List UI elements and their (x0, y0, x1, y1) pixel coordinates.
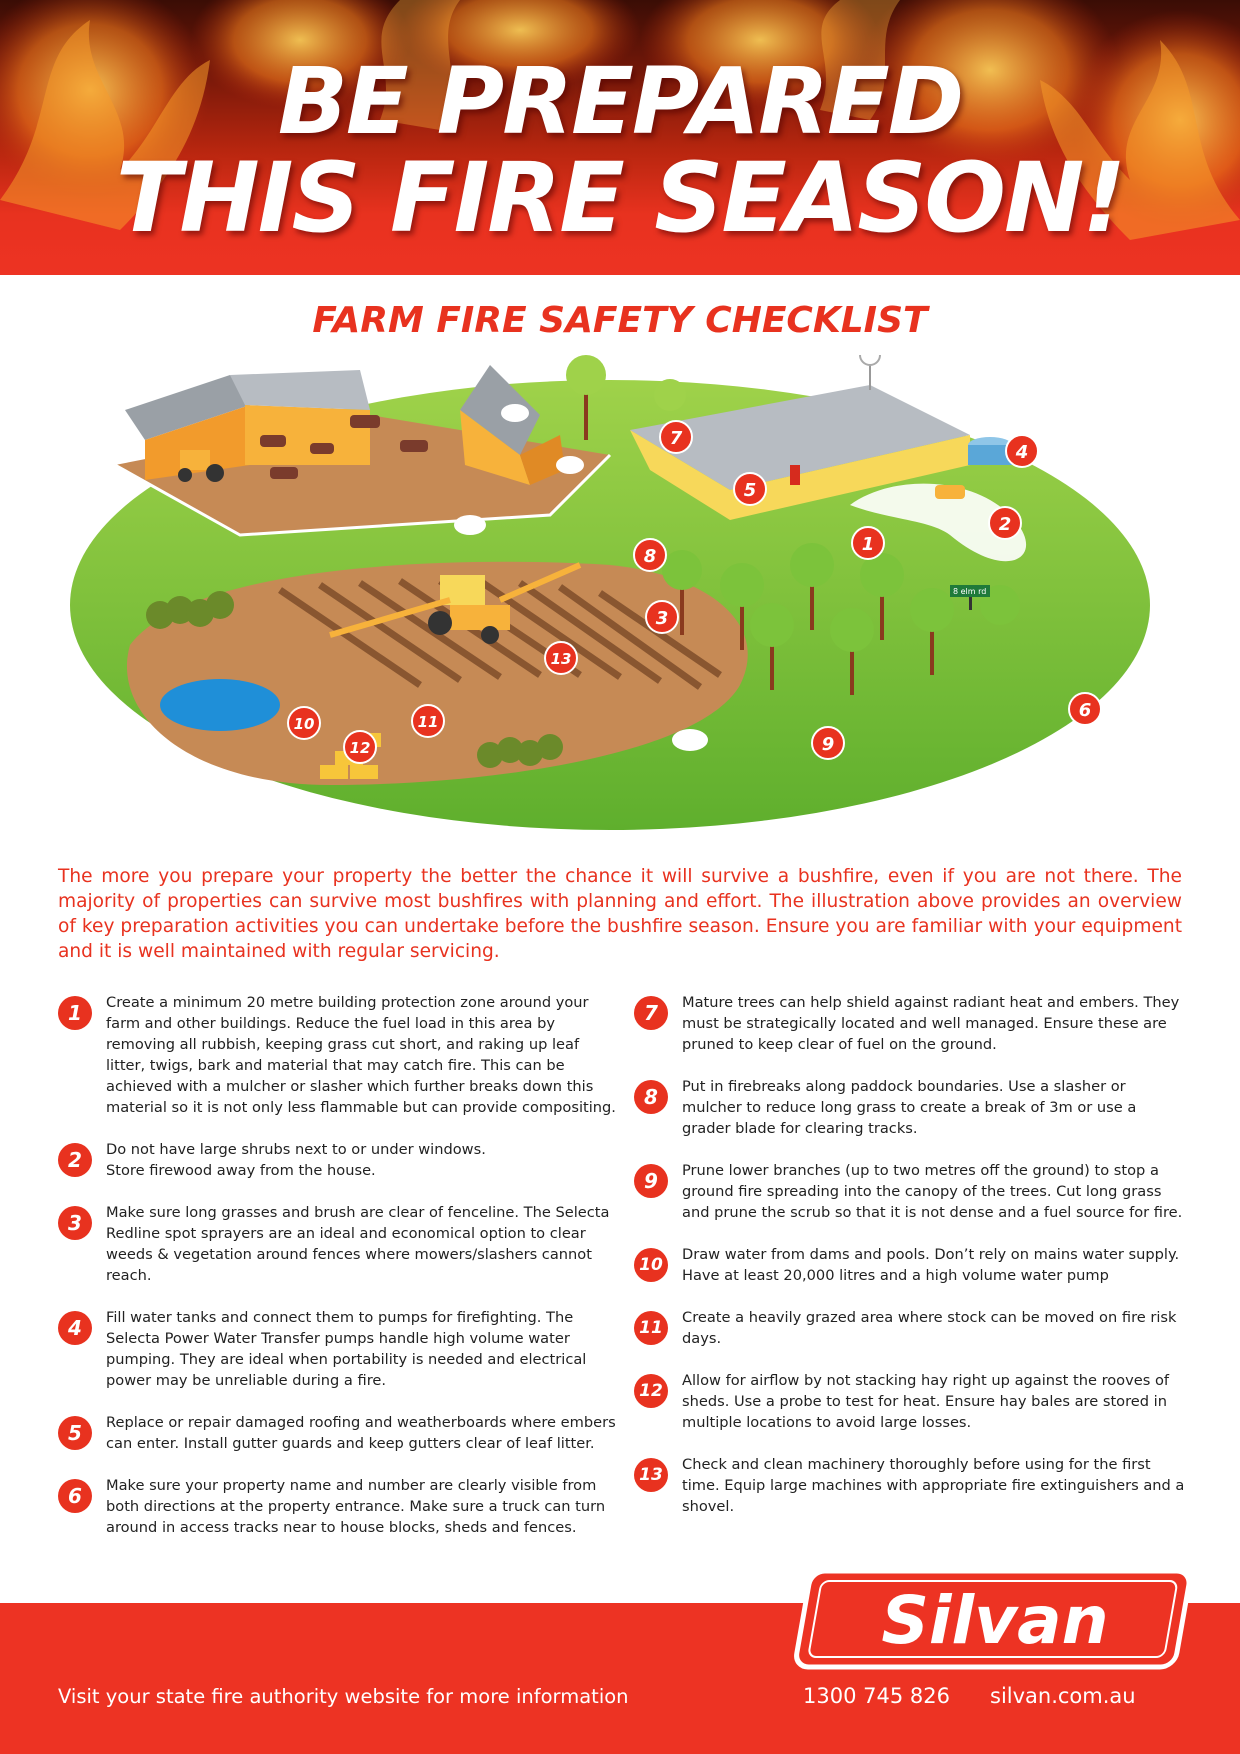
checklist-item (58, 992, 618, 1118)
checklist-item (634, 992, 1186, 1055)
svg-text:6: 6 (1078, 700, 1092, 721)
svg-text:5: 5 (743, 480, 757, 501)
item-number-badge: 10 (634, 1248, 668, 1282)
item-text: Draw water from dams and pools. Don’t rely on mains water supply. Have at least 20,000 litres and a high volume water pump (682, 1246, 1180, 1284)
farm-illustration (70, 355, 1180, 835)
item-text: Make sure your property name and number are clearly visible from both directions at the property entrance. Make sure a truck can turn around in access tracks near to house blocks, sheds and fences. (106, 1477, 606, 1536)
headline-line-1: BE PREPARED (277, 48, 963, 155)
shed-left (125, 370, 370, 480)
footer-phone[interactable]: 1300 745 826 (803, 1684, 950, 1708)
dam-water (160, 679, 280, 731)
marker-5 (734, 473, 766, 505)
checklist-item (634, 1370, 1186, 1433)
item-number-badge: 7 (634, 996, 668, 1030)
svg-text:1: 1 (861, 534, 875, 555)
marker-2 (989, 507, 1021, 539)
item-number-badge: 1 (58, 996, 92, 1030)
item-text: Mature trees can help shield against radiant heat and embers. They must be strategically located and well managed. Ensure these are pruned to keep clear of fuel on the ground. (682, 994, 1180, 1053)
svg-text:10: 10 (293, 715, 315, 733)
item-text: Replace or repair damaged roofing and weatherboards where embers can enter. Install gutter guards and keep gutters clear of leaf litter. (106, 1414, 616, 1452)
item-text: Create a heavily grazed area where stock can be moved on fire risk days. (682, 1309, 1177, 1347)
checklist-item (634, 1307, 1186, 1349)
item-number-badge: 2 (58, 1143, 92, 1177)
item-text: Create a minimum 20 metre building protection zone around your farm and other buildings. Reduce the fuel load in this area by removing all rubbish, keeping grass cut short, and raking up leaf litter, twigs, bark and material that may catch fire. This can be achieved with a mulcher or slasher which further breaks down this material so it is not only less flammable but can provide compositing. (106, 994, 616, 1116)
item-number-badge: 4 (58, 1311, 92, 1345)
silvan-logo[interactable] (790, 1567, 1200, 1677)
svg-text:3: 3 (655, 608, 669, 629)
svg-text:2: 2 (998, 514, 1012, 535)
item-number-badge: 12 (634, 1374, 668, 1408)
footer-visit-text: Visit your state fire authority website for more information (58, 1685, 629, 1708)
checklist-item (634, 1454, 1186, 1517)
svg-text:9: 9 (821, 734, 835, 755)
item-text: Make sure long grasses and brush are clear of fenceline. The Selecta Redline spot sprayers are an ideal and economical option to clear weeds & vegetation around fences where mowers/slashers cannot reach. (106, 1204, 610, 1284)
checklist-item (58, 1202, 618, 1286)
svg-text:12: 12 (349, 739, 371, 757)
silvan-logo-text: Silvan (881, 1582, 1109, 1659)
marker-10 (288, 707, 320, 739)
checklist-item (58, 1475, 618, 1538)
intro-paragraph: The more you prepare your property the better the chance it will survive a bushfire, even if you are not there. The majority of properties can survive most bushfires with planning and effort. The illustration above provides an overview of key preparation activities you can undertake before the bushfire season. Ensure you are familiar with your equipment and it is well maintained with regular servicing. (58, 866, 1182, 962)
item-text: Check and clean machinery thoroughly before using for the first time. Equip large machines with appropriate fire extinguishers and a shovel. (682, 1456, 1185, 1515)
marker-7 (660, 421, 692, 453)
marker-11 (412, 705, 444, 737)
svg-text:7: 7 (669, 428, 683, 449)
item-text: Allow for airflow by not stacking hay right up against the rooves of sheds. Use a probe to test for heat. Ensure hay bales are stored in multiple locations to avoid large losses. (682, 1372, 1170, 1431)
checklist-item (58, 1307, 618, 1391)
item-text: Prune lower branches (up to two metres off the ground) to stop a ground fire spreading into the canopy of the trees. Cut long grass and prune the scrub so that it is not dense and a fuel source for fire. (682, 1162, 1183, 1221)
headline-line-2: THIS FIRE SEASON! (115, 142, 1125, 254)
item-number-badge: 9 (634, 1164, 668, 1198)
svg-text:11: 11 (417, 713, 439, 731)
fire-header-banner (0, 0, 1240, 275)
item-number-badge: 13 (634, 1458, 668, 1492)
item-text: Put in firebreaks along paddock boundaries. Use a slasher or mulcher to reduce long grass to create a break of 3m or use a grader blade for clearing tracks. (682, 1078, 1137, 1137)
marker-6 (1069, 693, 1101, 725)
marker-1 (852, 527, 884, 559)
svg-text:8: 8 (643, 546, 657, 567)
svg-text:4: 4 (1015, 442, 1029, 463)
item-number-badge: 6 (58, 1479, 92, 1513)
checklist-title: FARM FIRE SAFETY CHECKLIST (312, 300, 928, 341)
checklist-item (58, 1139, 618, 1181)
footer-website-link[interactable]: silvan.com.au (990, 1684, 1136, 1708)
marker-12 (344, 731, 376, 763)
marker-3 (646, 601, 678, 633)
item-number-badge: 5 (58, 1416, 92, 1450)
svg-text:13: 13 (550, 650, 572, 668)
checklist-item (634, 1244, 1186, 1286)
road-sign: 8 elm rd (953, 587, 987, 596)
checklist-item (634, 1160, 1186, 1223)
checklist-item (58, 1412, 618, 1454)
item-number-badge: 8 (634, 1080, 668, 1114)
marker-4 (1006, 435, 1038, 467)
item-text: Do not have large shrubs next to or under windows. Store firewood away from the house. (106, 1141, 486, 1179)
marker-8 (634, 539, 666, 571)
marker-9 (812, 727, 844, 759)
item-text: Fill water tanks and connect them to pumps for firefighting. The Selecta Power Water Transfer pumps handle high volume water pumping. They are ideal when portability is needed and electrical power may be unreliable during a fire. (106, 1309, 587, 1389)
item-number-badge: 11 (634, 1311, 668, 1345)
checklist-item (634, 1076, 1186, 1139)
item-number-badge: 3 (58, 1206, 92, 1240)
checklist-left-column (58, 992, 618, 1559)
checklist-right-column (634, 992, 1186, 1538)
marker-13 (545, 642, 577, 674)
